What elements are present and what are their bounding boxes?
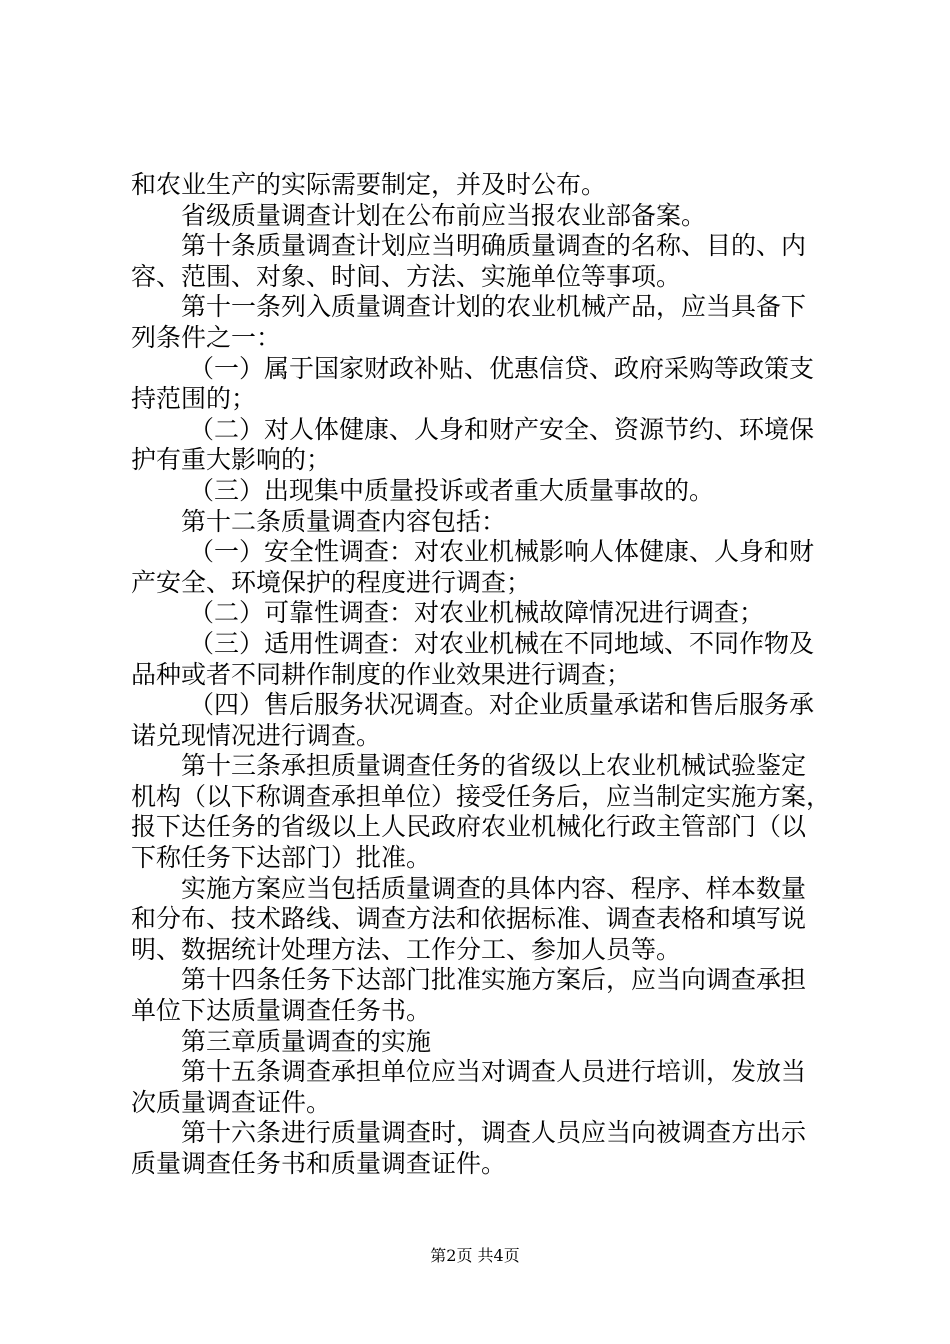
document-body bbox=[131, 170, 831, 1180]
text-line: 质量调查任务书和质量调查证件。 bbox=[131, 1149, 507, 1178]
text-line: 护有重大影响的； bbox=[131, 445, 332, 475]
text-line: 和农业生产的实际需要制定，并及时公布。 bbox=[131, 170, 607, 199]
text-line: 省级质量调查计划在公布前应当报农业部备案。 bbox=[181, 200, 707, 230]
text-line: 报下达任务的省级以上人民政府农业机械化行政主管部门（以 bbox=[131, 812, 807, 842]
text-line: 第十四条任务下达部门批准实施方案后，应当向调查承担 bbox=[181, 965, 807, 995]
text-line: （四）售后服务状况调查。对企业质量承诺和售后服务承 bbox=[189, 690, 815, 720]
text-line: 次质量调查证件。 bbox=[131, 1087, 332, 1117]
text-line: （三）出现集中质量投诉或者重大质量事故的。 bbox=[189, 475, 715, 505]
text-line: 第十一条列入质量调查计划的农业机械产品，应当具备下 bbox=[181, 292, 807, 322]
text-line: （一）属于国家财政补贴、优惠信贷、政府采购等政策支 bbox=[189, 353, 815, 383]
text-line: 第十条质量调查计划应当明确质量调查的名称、目的、内 bbox=[181, 231, 807, 261]
text-line: （二）对人体健康、人身和财产安全、资源节约、环境保 bbox=[189, 414, 815, 444]
text-line: 产安全、环境保护的程度进行调查； bbox=[131, 567, 532, 597]
text-line: 第十五条调查承担单位应当对调查人员进行培训，发放当 bbox=[181, 1057, 807, 1087]
text-line: 诺兑现情况进行调查。 bbox=[131, 720, 382, 750]
text-line: 明、数据统计处理方法、工作分工、参加人员等。 bbox=[131, 934, 682, 964]
text-line: 品种或者不同耕作制度的作业效果进行调查； bbox=[131, 659, 632, 689]
text-line: 实施方案应当包括质量调查的具体内容、程序、样本数量 bbox=[181, 873, 807, 903]
text-line: 列条件之一： bbox=[131, 322, 282, 352]
text-line: 容、范围、对象、时间、方法、实施单位等事项。 bbox=[131, 261, 682, 291]
section-heading: 第三章质量调查的实施 bbox=[181, 1026, 432, 1056]
text-line: （一）安全性调查：对农业机械影响人体健康、人身和财 bbox=[189, 537, 815, 567]
text-line: 机构（以下称调查承担单位）接受任务后，应当制定实施方案， bbox=[131, 781, 832, 811]
text-line: 单位下达质量调查任务书。 bbox=[131, 996, 432, 1026]
text-line: 第十六条进行质量调查时，调查人员应当向被调查方出示 bbox=[181, 1118, 807, 1148]
text-line: 下称任务下达部门）批准。 bbox=[131, 843, 432, 873]
text-line: 第十二条质量调查内容包括： bbox=[181, 506, 507, 536]
text-line: 持范围的； bbox=[131, 384, 257, 414]
text-line: 和分布、技术路线、调查方法和依据标准、调查表格和填写说 bbox=[131, 904, 807, 934]
text-line: （二）可靠性调查：对农业机械故障情况进行调查； bbox=[189, 598, 765, 628]
text-line: （三）适用性调查：对农业机械在不同地域、不同作物及 bbox=[189, 628, 815, 658]
text-line: 第十三条承担质量调查任务的省级以上农业机械试验鉴定 bbox=[181, 751, 807, 781]
page-number-footer: 第2页 共4页 bbox=[430, 1246, 520, 1265]
